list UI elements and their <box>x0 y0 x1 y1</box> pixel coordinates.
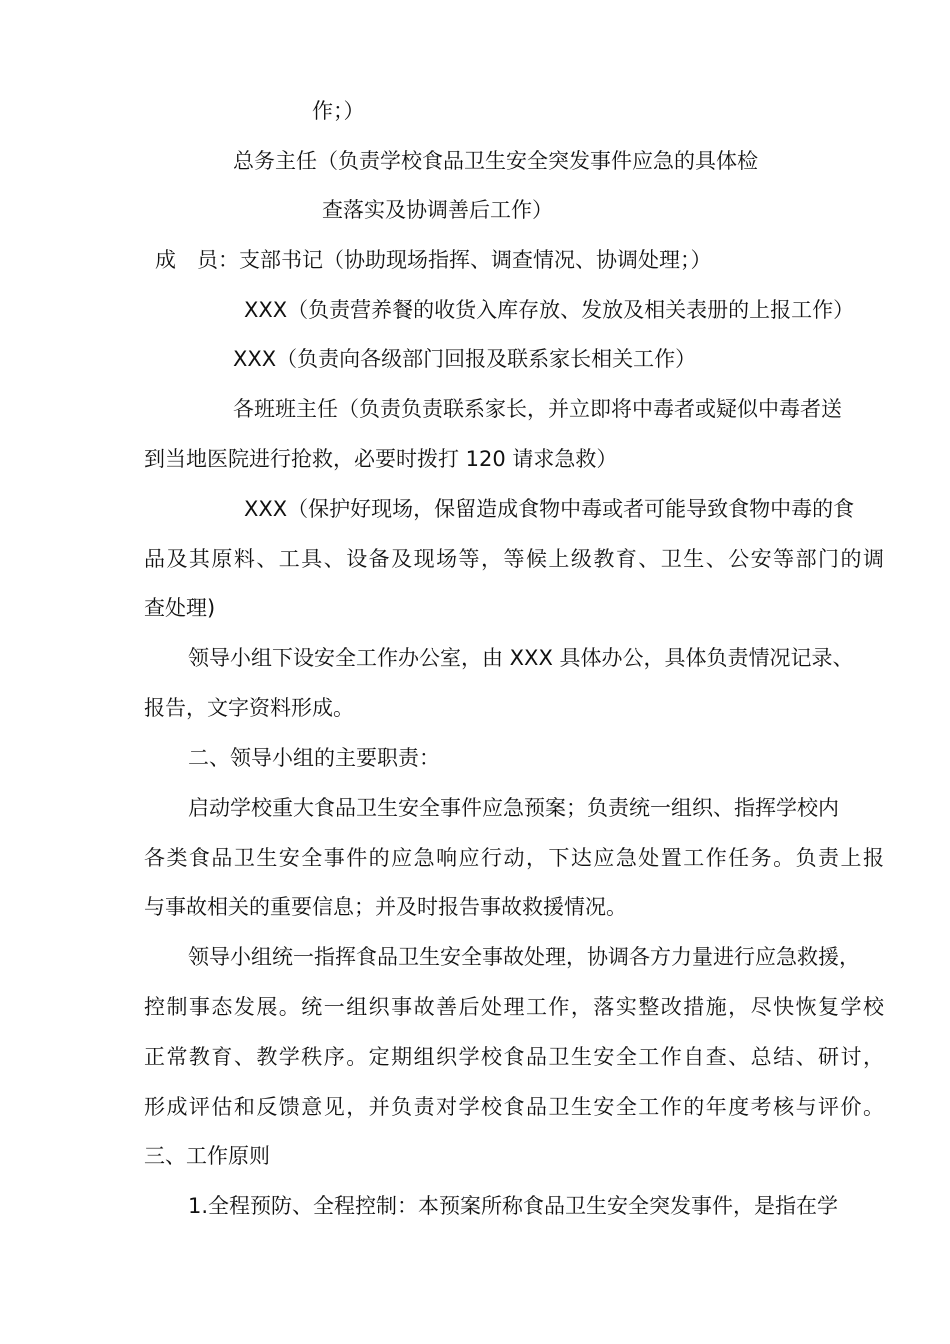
section-heading-2: 二、领导小组的主要职责： <box>188 746 440 770</box>
text-line-10: 品及其原料、工具、设备及现场等，等候上级教育、卫生、公安等部门的调 <box>144 547 884 571</box>
section-heading-3: 三、工作原则 <box>144 1144 270 1168</box>
text-line-9: XXX（保护好现场，保留造成食物中毒或者可能导致食物中毒的食 <box>244 497 855 521</box>
text-line-6: XXX（负责向各级部门回报及联系家长相关工作） <box>233 347 697 371</box>
text-line-12: 领导小组下设安全工作办公室，由 XXX 具体办公，具体负责情况记录、 <box>188 646 854 670</box>
text-line-17: 与事故相关的重要信息；并及时报告事故救援情况。 <box>144 895 627 919</box>
text-line-21: 形成评估和反馈意见，并负责对学校食品卫生安全工作的年度考核与评价。 <box>144 1095 884 1119</box>
text-line-7: 各班班主任（负责负责联系家长，并立即将中毒者或疑似中毒者送 <box>233 397 842 421</box>
text-line-13: 报告，文字资料形成。 <box>144 696 354 720</box>
text-line-3: 查落实及协调善后工作） <box>322 198 553 222</box>
text-line-16: 各类食品卫生安全事件的应急响应行动，下达应急处置工作任务。负责上报 <box>144 846 884 870</box>
text-line-2: 总务主任（负责学校食品卫生安全突发事件应急的具体检 <box>233 149 758 173</box>
text-line-5: XXX（负责营养餐的收货入库存放、发放及相关表册的上报工作） <box>244 298 855 322</box>
text-line-1: 作；） <box>312 99 365 123</box>
text-line-18: 领导小组统一指挥食品卫生安全事故处理，协调各方力量进行应急救援， <box>188 945 860 969</box>
text-line-15: 启动学校重大食品卫生安全事件应急预案；负责统一组织、指挥学校内 <box>188 796 839 820</box>
text-line-19: 控制事态发展。统一组织事故善后处理工作，落实整改措施，尽快恢复学校 <box>144 995 884 1019</box>
text-line-11: 查处理) <box>144 596 216 620</box>
text-line-4: 成 员：支部书记（协助现场指挥、调查情况、协调处理；） <box>155 248 712 272</box>
text-line-8: 到当地医院进行抢救，必要时拨打 120 请求急救） <box>144 447 618 471</box>
text-line-20: 正常教育、教学秩序。定期组织学校食品卫生安全工作自查、总结、研讨， <box>144 1045 884 1069</box>
text-line-23: 1.全程预防、全程控制：本预案所称食品卫生安全突发事件，是指在学 <box>188 1194 839 1218</box>
